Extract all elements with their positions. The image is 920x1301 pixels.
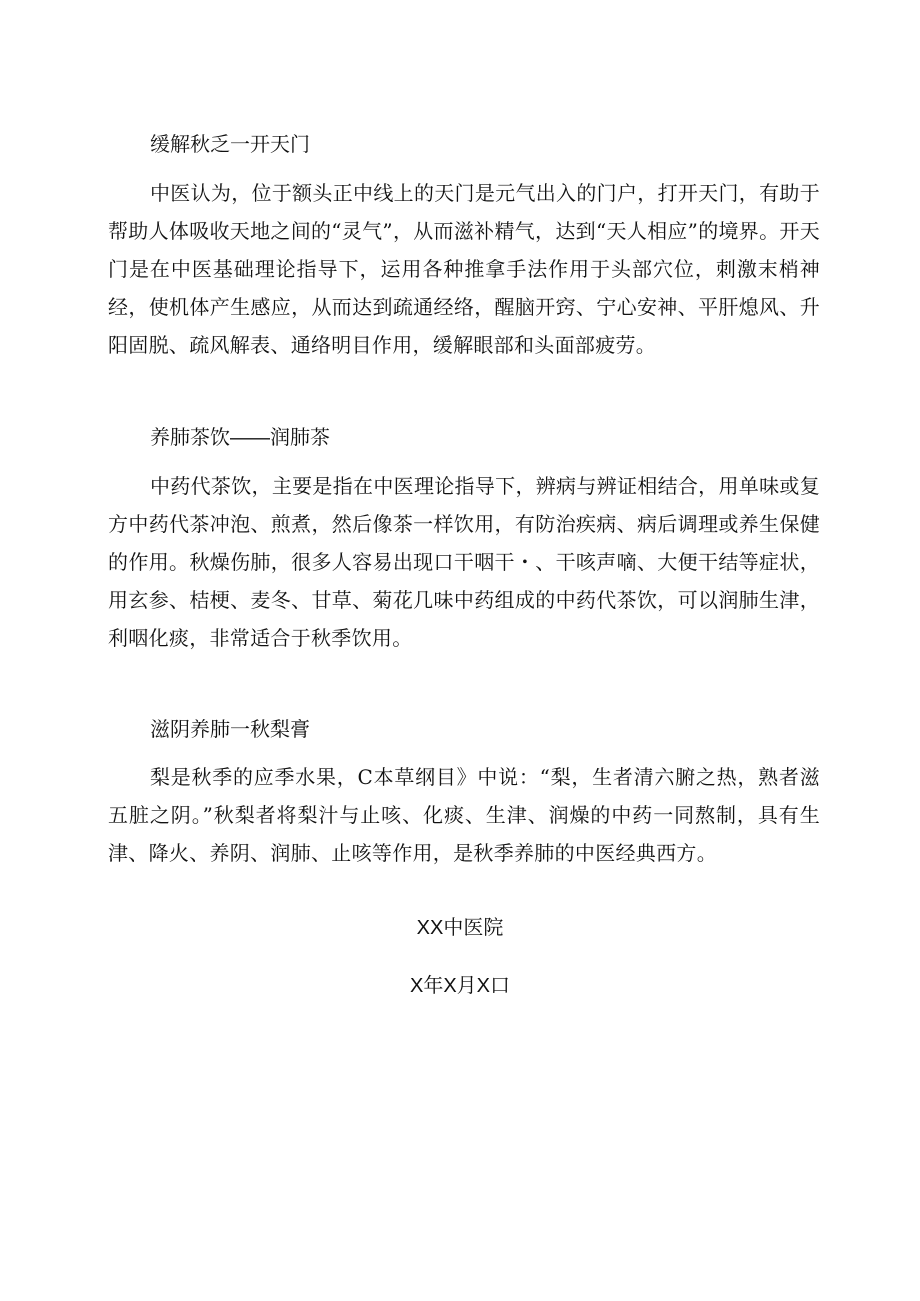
- section-body-pear-paste: [108, 758, 820, 872]
- section-title-autumn-fatigue: 缓解秋乏一开天门: [150, 134, 310, 156]
- paragraph-text: 中医认为，位于额头正中线上的天门是元气出入的门户，打开天门，有助于帮助人体吸收天地之间的“灵气”，从而滋补精气，达到“天人相应”的境界。开天门是在中医基础理论指导下，运用各种推拿手法作用于头部穴位，刺激末梢神经，使机体产生感应，从而达到疏通经络，醒脑开窍、宁心安神、平肝熄风、升阳固脱、疏风解表、通络明目作用，缓解眼部和头面部疲劳。: [108, 181, 820, 357]
- signature-date: X年X月X口: [409, 975, 511, 997]
- section-body-autumn-fatigue: [108, 174, 820, 364]
- paragraph-text: 中药代茶饮，主要是指在中医理论指导下，辨病与辨证相结合，用单味或复方中药代茶冲泡、煎煮，然后像茶一样饮用，有防治疾病、病后调理或养生保健的作用。秋燥伤肺，很多人容易出现口干咽干・、干咳声嘀、大便干结等症状，用玄参、桔梗、麦冬、甘草、菊花几味中药组成的中药代茶饮，可以润肺生津，利咽化痰，非常适合于秋季饮用。: [108, 474, 820, 650]
- section-title-pear-paste: 滋阴养肺一秋梨膏: [150, 719, 310, 741]
- signature-organization: XX中医院: [416, 917, 504, 939]
- section-title-lung-tea: 养肺茶饮——润肺茶: [150, 427, 330, 449]
- section-body-lung-tea: [108, 467, 820, 657]
- paragraph-text: 梨是秋季的应季水果，C本草纲目》中说：“梨，生者清六腑之热，熟者滋五脏之阴。”秋梨者将梨汁与止咳、化痰、生津、润燥的中药一同熬制，具有生津、降火、养阴、润肺、止咳等作用，是秋季养肺的中医经典西方。: [108, 765, 820, 865]
